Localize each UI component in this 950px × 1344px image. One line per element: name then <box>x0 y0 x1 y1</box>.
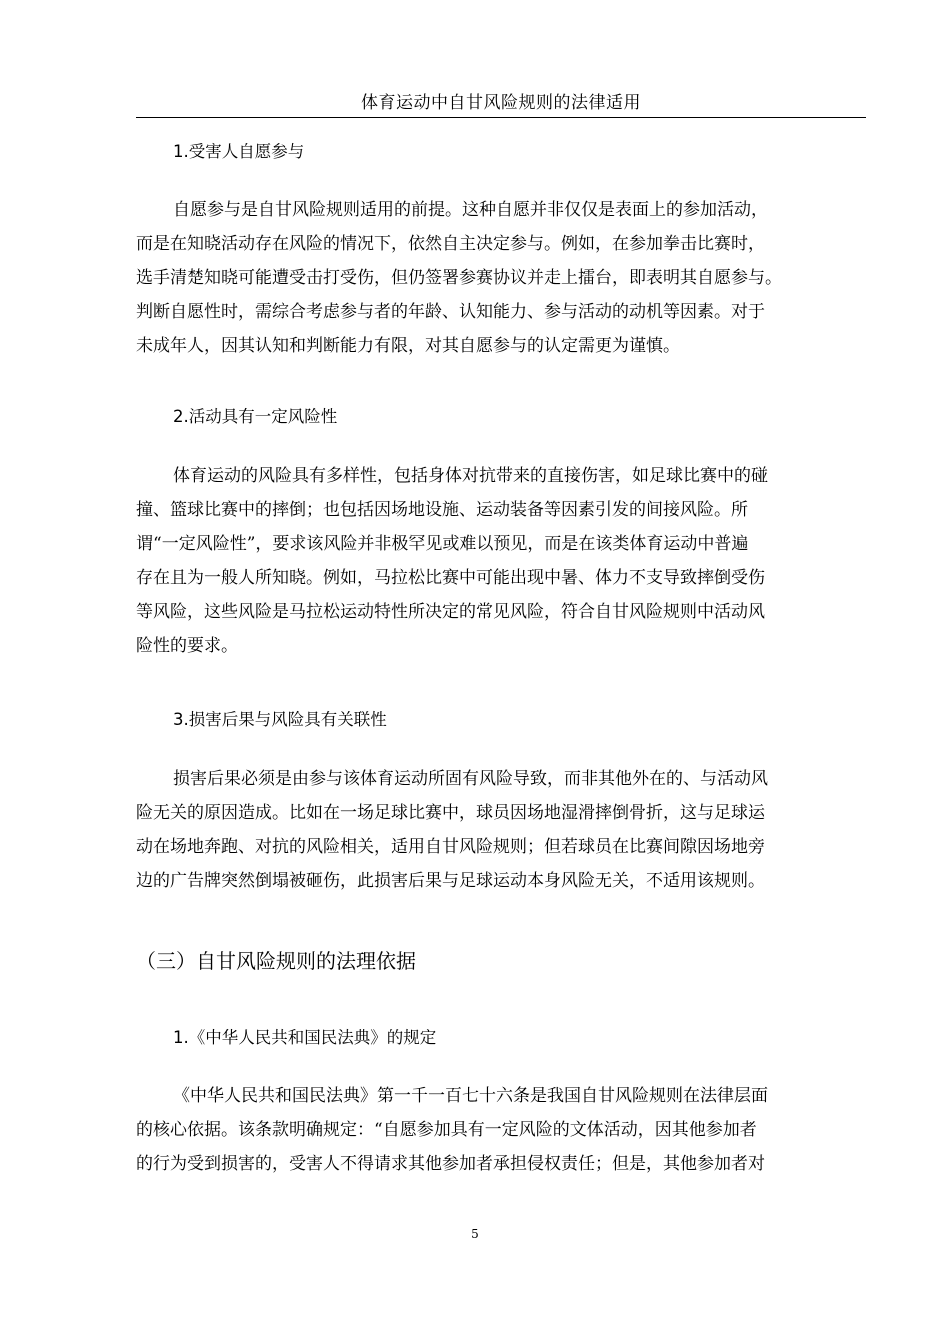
paragraph-line: 的行为受到损害的，受害人不得请求其他参加者承担侵权责任；但是，其他参加者对 <box>136 1154 765 1174</box>
paragraph-line: 体育运动的风险具有多样性，包括身体对抗带来的直接伤害，如足球比赛中的碰 <box>173 466 768 486</box>
header-rule <box>136 117 866 118</box>
paragraph-line: 《中华人民共和国民法典》第一千一百七十六条是我国自甘风险规则在法律层面 <box>173 1086 768 1106</box>
paragraph-line: 判断自愿性时，需综合考虑参与者的年龄、认知能力、参与活动的动机等因素。对于 <box>136 302 765 322</box>
page-number: 5 <box>471 1227 479 1241</box>
section-heading-legal-basis: （三）自甘风险规则的法理依据 <box>136 949 416 973</box>
subheading-activity-risk: 2.活动具有一定风险性 <box>173 407 338 426</box>
running-header: 体育运动中自甘风险规则的法律适用 <box>361 93 641 113</box>
subheading-damage-causation: 3.损害后果与风险具有关联性 <box>173 710 387 729</box>
paragraph-voluntary-participation <box>136 193 782 363</box>
paragraph-line: 自愿参与是自甘风险规则适用的前提。这种自愿并非仅仅是表面上的参加活动， <box>173 200 768 220</box>
paragraph-line: 而是在知晓活动存在风险的情况下，依然自主决定参与。例如，在参加拳击比赛时， <box>136 234 765 254</box>
paragraph-line: 动在场地奔跑、对抗的风险相关，适用自甘风险规则；但若球员在比赛间隙因场地旁 <box>136 837 765 857</box>
paragraph-line: 谓“一定风险性”，要求该风险并非极罕见或难以预见，而是在该类体育运动中普遍 <box>136 534 749 554</box>
paragraph-civil-code <box>136 1079 768 1181</box>
paragraph-line: 撞、篮球比赛中的摔倒；也包括因场地设施、运动装备等因素引发的间接风险。所 <box>136 500 748 520</box>
subheading-voluntary-participation: 1.受害人自愿参与 <box>173 142 305 161</box>
paragraph-line: 边的广告牌突然倒塌被砸伤，此损害后果与足球运动本身风险无关，不适用该规则。 <box>136 871 765 891</box>
paragraph-line: 等风险，这些风险是马拉松运动特性所决定的常见风险，符合自甘风险规则中活动风 <box>136 602 765 622</box>
paragraph-line: 未成年人，因其认知和判断能力有限，对其自愿参与的认定需更为谨慎。 <box>136 336 680 356</box>
subheading-civil-code: 1.《中华人民共和国民法典》的规定 <box>173 1028 437 1047</box>
paragraph-activity-risk <box>136 459 768 663</box>
paragraph-line: 险性的要求。 <box>136 636 238 656</box>
paragraph-line: 选手清楚知晓可能遭受击打受伤，但仍签署参赛协议并走上擂台，即表明其自愿参与。 <box>136 268 782 288</box>
paragraph-line: 的核心依据。该条款明确规定：“自愿参加具有一定风险的文体活动，因其他参加者 <box>136 1120 757 1140</box>
paragraph-line: 损害后果必须是由参与该体育运动所固有风险导致，而非其他外在的、与活动风 <box>173 769 768 789</box>
paragraph-line: 险无关的原因造成。比如在一场足球比赛中，球员因场地湿滑摔倒骨折，这与足球运 <box>136 803 765 823</box>
paragraph-damage-causation <box>136 762 768 898</box>
paragraph-line: 存在且为一般人所知晓。例如，马拉松比赛中可能出现中暑、体力不支导致摔倒受伤 <box>136 568 765 588</box>
